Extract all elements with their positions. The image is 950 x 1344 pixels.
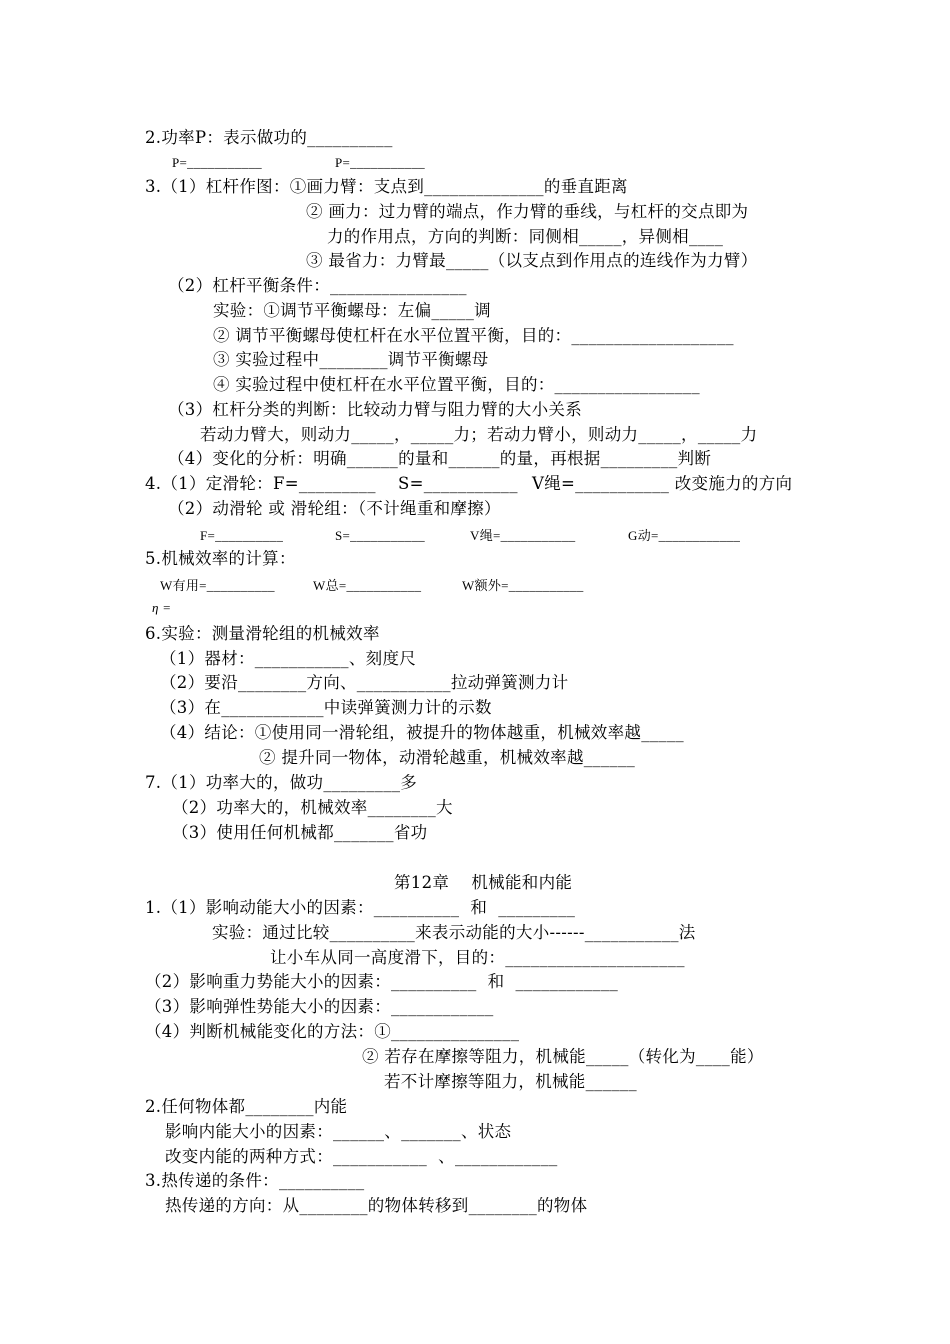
text-line: 3.热传递的条件：__________ — [145, 1171, 365, 1190]
text-line: 4.（1）定滑轮：F=_________ — [145, 474, 376, 493]
text-line: ③ 实验过程中________调节平衡螺母 — [213, 350, 489, 369]
text-line: 2.功率P：表示做功的__________ — [145, 128, 393, 147]
text-line: 5.机械效率的计算： — [145, 549, 296, 568]
text-line: （2）功率大的，机械效率________大 — [172, 798, 453, 817]
text-line: （3）使用任何机械都_______省功 — [172, 823, 428, 842]
text-line: （2）杠杆平衡条件：________________ — [168, 276, 467, 295]
text-line: 若动力臂大，则动力_____，_____力；若动力臂小，则动力_____，_____力 — [200, 425, 758, 444]
text-line: 让小车从同一高度滑下，目的：_____________________ — [270, 948, 685, 967]
text-line: G动=____________ — [628, 528, 741, 543]
text-line: 2.任何物体都________内能 — [145, 1097, 348, 1116]
text-line: S=___________ — [398, 474, 518, 493]
text-line: ② 提升同一物体，动滑轮越重，机械效率越______ — [259, 748, 636, 767]
text-line: W总=___________ — [313, 578, 422, 593]
text-line: 3.（1）杠杆作图：①画力臂：支点到______________的垂直距离 — [145, 177, 628, 196]
text-line: （4）变化的分析：明确______的量和______的量，再根据_________判断 — [168, 449, 712, 468]
text-line: F=__________ — [200, 528, 284, 543]
text-line: 改变内能的两种方式：___________ 、____________ — [165, 1147, 558, 1166]
text-line: 7.（1）功率大的，做功_________多 — [145, 773, 418, 792]
text-line: （2）影响重力势能大小的因素：__________ 和 ____________ — [145, 972, 619, 991]
text-line: V绳=___________ 改变施力的方向 — [532, 474, 793, 493]
chapter-heading: 第12章 机械能和内能 — [394, 873, 573, 892]
text-line: 6.实验：测量滑轮组的机械效率 — [145, 624, 380, 643]
text-line: ② 若存在摩擦等阻力，机械能_____（转化为____能） — [362, 1047, 764, 1066]
text-line: V绳=___________ — [470, 528, 576, 543]
text-line: 实验：通过比较__________来表示动能的大小------___________法 — [212, 923, 696, 942]
text-line: W有用=__________ — [160, 578, 275, 593]
text-line: ② 画力：过力臂的端点，作力臂的垂线，与杠杆的交点即为 — [306, 202, 749, 221]
text-line: （3）在____________中读弹簧测力计的示数 — [160, 698, 492, 717]
text-line: （3）影响弹性势能大小的因素：____________ — [145, 997, 494, 1016]
text-line: 热传递的方向：从________的物体转移到________的物体 — [165, 1196, 588, 1215]
text-line: S=___________ — [335, 528, 425, 543]
text-line: 1.（1）影响动能大小的因素：__________ 和 _________ — [145, 898, 576, 917]
text-line: （1）器材：___________、刻度尺 — [160, 649, 417, 668]
text-line: 影响内能大小的因素：______、_______、状态 — [165, 1122, 512, 1141]
text-line: P=___________ — [172, 155, 262, 170]
text-line: ② 调节平衡螺母使杠杆在水平位置平衡，目的：___________________ — [213, 326, 734, 345]
text-line: ③ 最省力：力臂最_____（以支点到作用点的连线作为力臂） — [306, 251, 758, 270]
text-line: （2）动滑轮 或 滑轮组：（不计绳重和摩擦） — [168, 499, 501, 518]
text-line: （2）要沿________方向、___________拉动弹簧测力计 — [160, 673, 569, 692]
text-line: 若不计摩擦等阻力，机械能______ — [384, 1072, 637, 1091]
text-line: η = — [152, 600, 172, 615]
text-line: （3）杠杆分类的判断：比较动力臂与阻力臂的大小关系 — [168, 400, 582, 419]
text-line: 力的作用点，方向的判断：同侧相_____，异侧相____ — [327, 227, 724, 246]
text-line: （4）结论：①使用同一滑轮组，被提升的物体越重，机械效率越_____ — [160, 723, 684, 742]
text-line: （4）判断机械能变化的方法：①_______________ — [145, 1022, 520, 1041]
text-line: W额外=___________ — [462, 578, 584, 593]
text-line: ④ 实验过程中使杠杆在水平位置平衡，目的：_________________ — [213, 375, 700, 394]
text-line: 实验：①调节平衡螺母：左偏_____调 — [213, 301, 491, 320]
text-line: P=___________ — [335, 155, 425, 170]
